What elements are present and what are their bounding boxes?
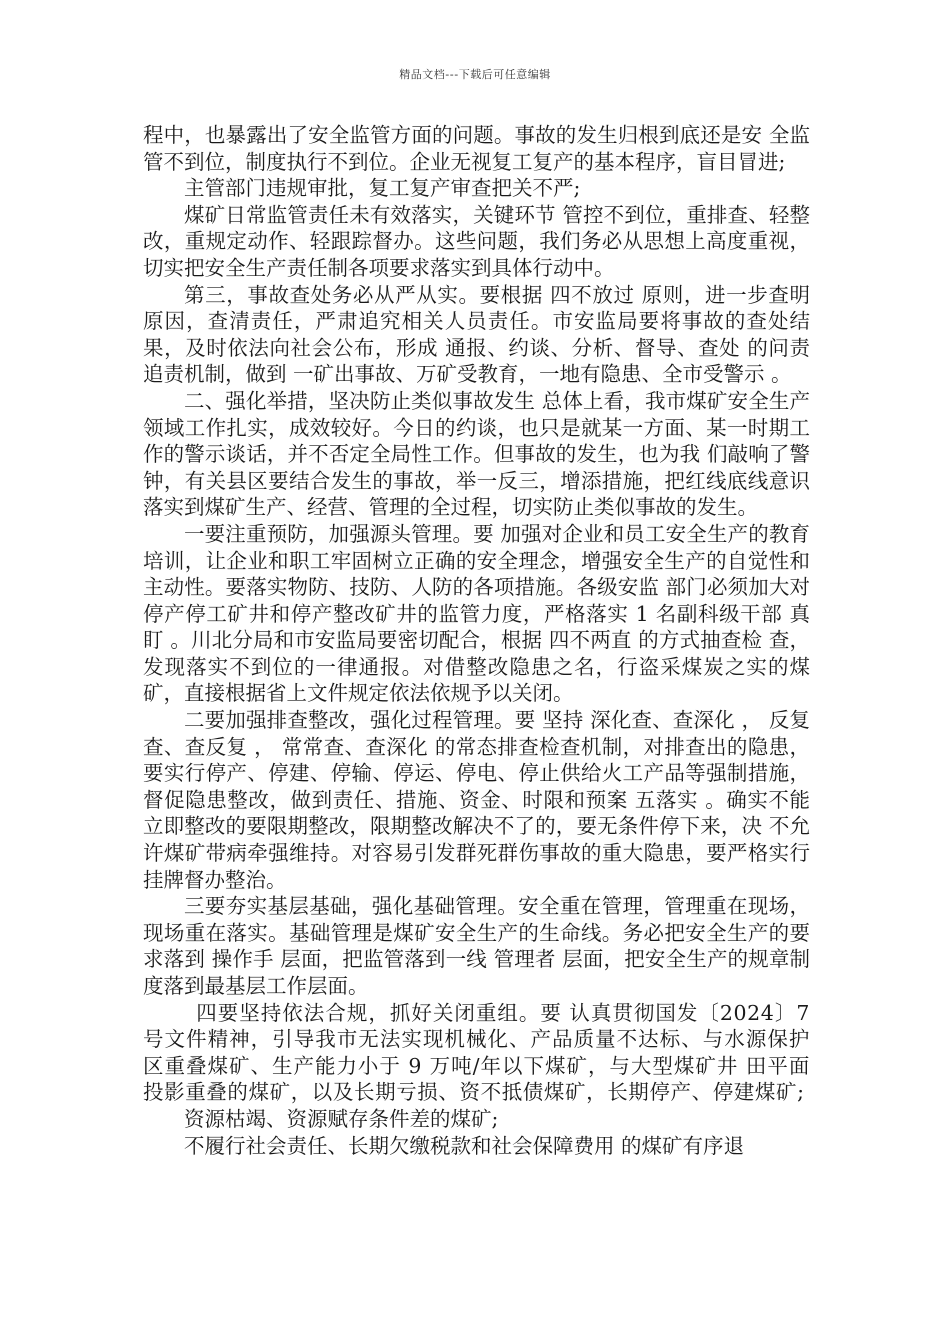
paragraph-section-two: 二、强化举措，坚决防止类似事故发生 总体上看，我市煤矿安全生产领域工作扎实，成效较好。今日的约谈，也只是就某一方面、某一时期工作的警示谈话，并不否定全局性工作。但事故的发生，也为我 们敲响了警钟，有关县区要结合发生的事故，举一反三，增添措施，把红线底线意识落实到煤矿生产、经营、管理的全过程，切实防止类似事故的发生。 <box>143 388 810 520</box>
paragraph-continuation: 程中，也暴露出了安全监管方面的问题。事故的发生归根到底还是安 全监管不到位，制度执行不到位。企业无视复工复产的基本程序，盲目冒进; <box>143 123 810 174</box>
paragraph-resources: 资源枯竭、资源赋存条件差的煤矿; <box>184 1106 499 1131</box>
paragraph-social-responsibility: 不履行社会责任、长期欠缴税款和社会保障费用 的煤矿有序退 <box>184 1133 745 1158</box>
document-body <box>143 122 810 1159</box>
paragraph-prevention: 一要注重预防，加强源头管理。要 加强对企业和员工安全生产的教育培训，让企业和职工牢固树立正确的安全理念，增强安全生产的自觉性和主动性。要落实物防、技防、人防的各项措施。各级安监 部门必须加大对停产停工矿井和停产整改矿井的监管力度，严格落实 1 名副科级干部 真盯 。川北分局和市安监局要密切配合，根据 四不两直 的方式抽查检 查，发现落实不到位的一律通报。对借整改隐患之名，行盗采煤炭之实的煤矿，直接根据省上文件规定依法依规予以关闭。 <box>143 521 810 706</box>
paragraph-inspection: 二要加强排查整改，强化过程管理。要 坚持 深化查、查深化 ， 反复查、查反复 ， 常常查、查深化 的常态排查检查机制，对排查出的隐患，要实行停产、停建、停输、停运、停电、停止供给火工产品等强制措施，督促隐患整改，做到责任、措施、资金、时限和预案 五落实 。确实不能立即整改的要限期整改，限期整改解决不了的，要无条件停下来，决 不允许煤矿带病牵强维持。对容易引发群死群伤事故的重大隐患，要严格实行挂牌督办整治。 <box>143 708 810 892</box>
paragraph-closure: 四要坚持依法合规，抓好关闭重组。要 认真贯彻国发〔2024〕7 号文件精神，引导我市无法实现机械化、产品质量不达标、与水源保护区重叠煤矿、生产能力小于 9 万吨/年以下煤矿，与大型煤矿井 田平面投影重叠的煤矿，以及长期亏损、资不抵债煤矿，长期停产、停建煤矿; <box>143 1000 810 1105</box>
paragraph-approval: 主管部门违规审批，复工复产审查把关不严; <box>184 176 581 201</box>
paragraph-third-point: 第三，事故查处务必从严从实。要根据 四不放过 原则，进一步查明原因，查清责任，严肃追究相关人员责任。市安监局要将事故的查处结果，及时依法向社会公布，形成 通报、约谈、分析、督导、查处 的问责追责机制，做到 一矿出事故、万矿受教育，一地有隐患、全市受警示 。 <box>143 282 810 387</box>
page-header: 精品文档---下载后可任意编辑 <box>399 68 551 81</box>
paragraph-grassroots: 三要夯实基层基础，强化基础管理。安全重在管理，管理重在现场，现场重在落实。基础管理是煤矿安全生产的生命线。务必把安全生产的要求落到 操作手 层面，把监管落到一线 管理者 层面，把安全生产的规章制度落到最基层工作层面。 <box>143 894 810 998</box>
paragraph-daily-supervision: 煤矿日常监管责任未有效落实，关键环节 管控不到位，重排查、轻整改，重规定动作、轻跟踪督办。这些问题，我们务必从思想上高度重视，切实把安全生产责任制各项要求落实到具体行动中。 <box>143 202 810 280</box>
